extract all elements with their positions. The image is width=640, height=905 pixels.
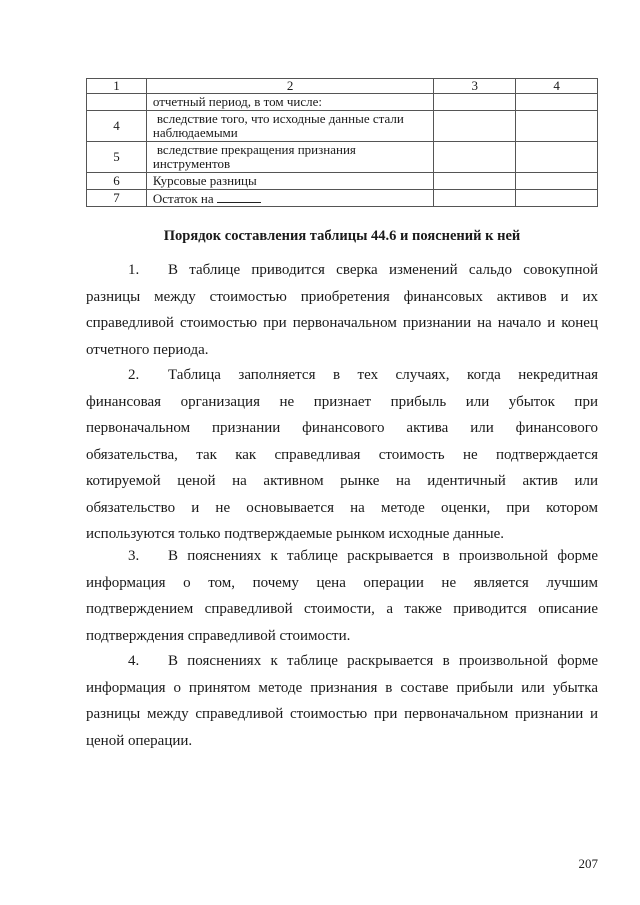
row-number-cell: 5 [87, 142, 147, 173]
paragraph-line-text: В таблице приводится сверка изменений сальдо совокупной [168, 262, 598, 278]
empty-cell [434, 173, 516, 190]
empty-cell [516, 142, 598, 173]
paragraph-line [86, 648, 598, 675]
paragraph-4 [86, 648, 598, 754]
paragraph-line: справедливой стоимостью при первоначальном признании на начало и конец [86, 315, 598, 331]
row-number-cell: 6 [87, 173, 147, 190]
table-row [87, 173, 598, 190]
paragraph-line-text: В пояснениях к таблице раскрывается в произвольной форме [168, 548, 598, 564]
row-text-cell [146, 142, 433, 173]
paragraph-2 [86, 362, 598, 548]
empty-cell [516, 173, 598, 190]
paragraph-line: ценой операции. [86, 732, 193, 749]
row-text-line: Остаток на [152, 190, 214, 206]
row-text-line: вследствие прекращения признания [156, 142, 356, 157]
paragraph-3 [86, 543, 598, 649]
paragraph-line-text: В пояснениях к таблице раскрывается в произвольной форме [168, 653, 598, 669]
empty-cell [516, 190, 598, 207]
table-row [87, 94, 598, 111]
paragraph-line: информация о принятом методе признания в составе прибыли или убытка [86, 679, 598, 696]
table-row [87, 190, 598, 207]
data-table [86, 78, 598, 207]
table-header-cell: 3 [434, 79, 516, 94]
paragraph-line: отчетного периода. [86, 341, 209, 358]
table-header-cell: 4 [516, 79, 598, 94]
row-text-line: наблюдаемыми [152, 125, 238, 140]
paragraph-line-text: Таблица заполняется в тех случаях, когда некредитная [168, 367, 598, 383]
empty-cell [434, 111, 516, 142]
paragraph-1 [86, 257, 598, 363]
paragraph-line: котируемой ценой на активном рынке на идентичный актив или [86, 473, 598, 489]
row-text-line: вследствие того, что исходные данные стали [156, 111, 404, 126]
row-text-cell: Курсовые разницы [146, 173, 433, 190]
paragraph-line: разницы между справедливой стоимостью при первоначальном признании и [86, 706, 598, 722]
row-text-cell [146, 111, 433, 142]
row-number-cell: 7 [87, 190, 147, 207]
blank-fill-line [217, 191, 261, 203]
paragraph-line: финансовая организация не признает прибыль или убыток при [86, 393, 598, 410]
empty-cell [516, 111, 598, 142]
paragraph-line [86, 362, 598, 389]
row-number-cell: 4 [87, 111, 147, 142]
paragraph-line: разницы между стоимостью приобретения финансовых активов и их [86, 288, 598, 305]
paragraph-number: 2. [128, 367, 140, 383]
table-header-cell: 2 [146, 79, 433, 94]
empty-cell [516, 94, 598, 111]
empty-cell [434, 94, 516, 111]
empty-cell [434, 142, 516, 173]
paragraph-line: обязательство и не основывается на методе оценки, при котором [86, 499, 598, 516]
section-title: Порядок составления таблицы 44.6 и пояснений к ней [163, 228, 521, 244]
page-number: 207 [578, 856, 598, 871]
paragraph-number: 4. [128, 653, 140, 669]
table-header-cell: 1 [87, 79, 147, 94]
paragraph-line: информация о том, почему цена операции не является лучшим [86, 574, 598, 591]
paragraph-line [86, 257, 598, 284]
table-row [87, 111, 598, 142]
paragraph-line: используются только подтверждаемые рынком исходные данные. [86, 526, 505, 542]
paragraph-line: первоначальном признании финансового актива или финансового [86, 420, 598, 436]
paragraph-line [86, 543, 598, 570]
row-text-cell [146, 190, 433, 207]
row-number-cell [87, 94, 147, 111]
paragraph-number: 3. [128, 548, 140, 564]
row-text-line: инструментов [152, 156, 231, 171]
table-header-row [87, 79, 598, 94]
empty-cell [434, 190, 516, 207]
paragraph-line: подтверждения справедливой стоимости. [86, 627, 351, 644]
table-row [87, 142, 598, 173]
row-text-cell: отчетный период, в том числе: [146, 94, 433, 111]
paragraph-line: подтверждением справедливой стоимости, а также приводится описание [86, 601, 598, 617]
paragraph-number: 1. [128, 262, 140, 278]
paragraph-line: обязательства, так как справедливая стоимость не подтверждается [86, 446, 598, 463]
